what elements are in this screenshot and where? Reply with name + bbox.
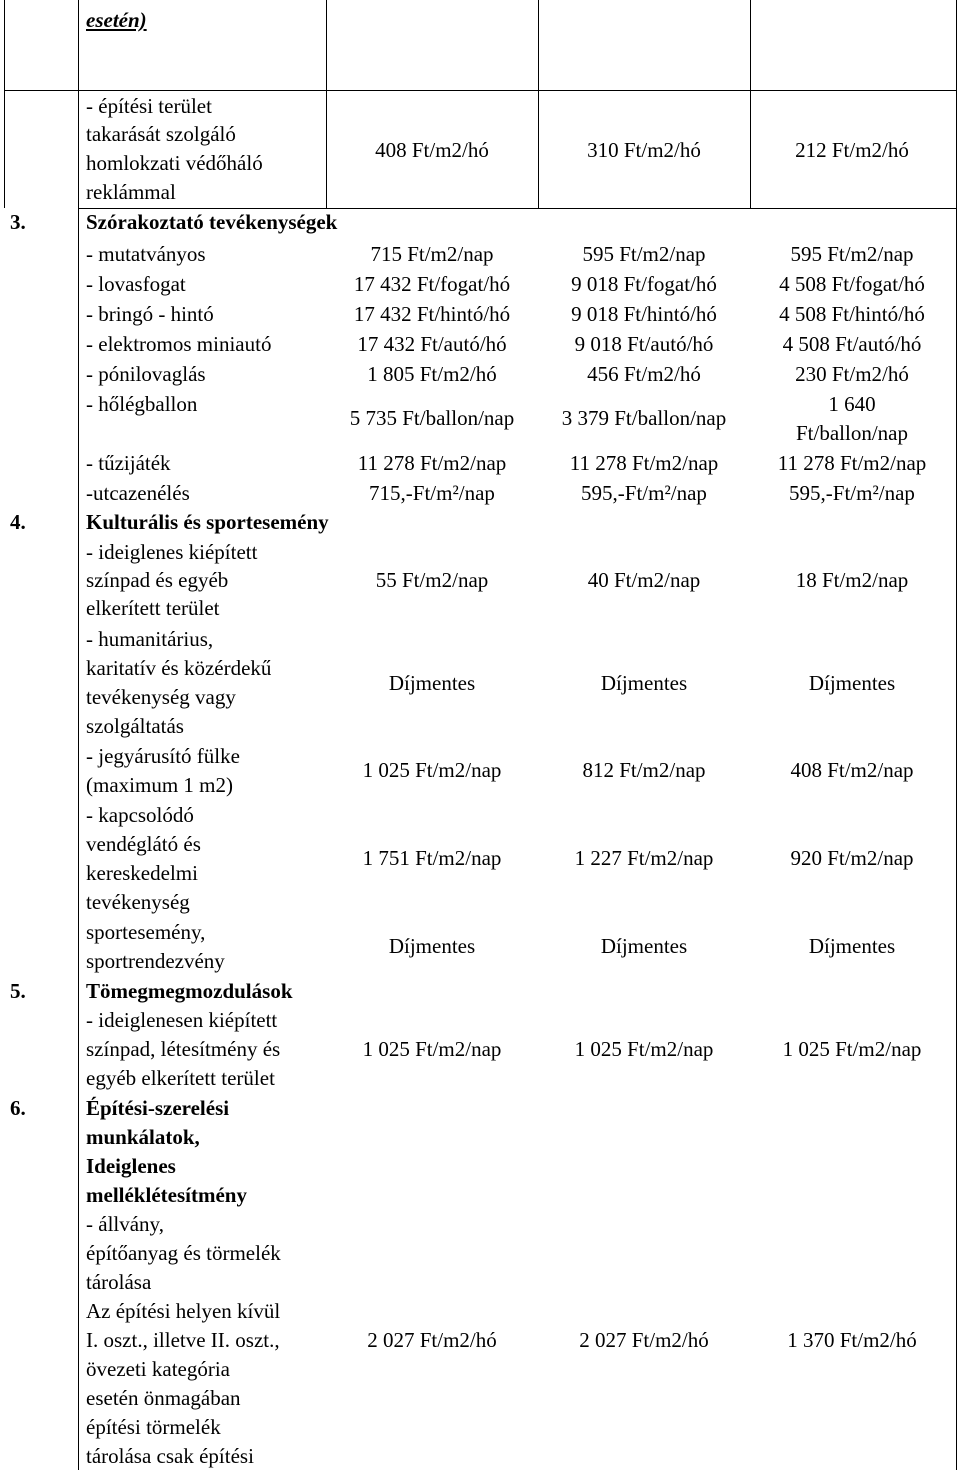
fee-cell: 715 Ft/m2/nap (370, 242, 494, 266)
row-label: tárolása csak építési (86, 1444, 254, 1468)
row-label: - bringó - hintó (86, 302, 214, 326)
fee-cell: 5 735 Ft/ballon/nap (349, 406, 515, 430)
fee-cell: 4 508 Ft/hintó/hó (779, 302, 925, 326)
fee-cell: 595,-Ft/m²/nap (581, 481, 707, 505)
label-column-left-border (78, 0, 79, 1470)
fee-cell: 18 Ft/m2/nap (795, 568, 909, 592)
row-label: esetén önmagában (86, 1386, 241, 1410)
fee-cell: 1 025 Ft/m2/nap (782, 1037, 922, 1061)
fee-cell: Díjmentes (600, 671, 688, 695)
row-label: - építési terület (86, 94, 212, 118)
row-label: tárolása (86, 1270, 152, 1294)
fee-cell: 3 379 Ft/ballon/nap (561, 406, 727, 430)
row-label: - jegyárusító fülke (86, 744, 240, 768)
fee-cell: 1 025 Ft/m2/nap (574, 1037, 714, 1061)
fee-cell: 812 Ft/m2/nap (582, 758, 706, 782)
row-label: - kapcsolódó (86, 803, 194, 827)
fee-cell: 1 025 Ft/m2/nap (362, 758, 502, 782)
fee-cell: 11 278 Ft/m2/nap (357, 451, 507, 475)
row-label: - állvány, (86, 1212, 164, 1236)
column-divider (326, 0, 327, 208)
fee-cell: 4 508 Ft/autó/hó (782, 332, 922, 356)
section-heading: Építési-szerelési (86, 1096, 230, 1120)
section-heading: munkálatok, (86, 1125, 200, 1149)
row-label: - hőlégballon (86, 392, 198, 416)
fee-cell: 17 432 Ft/fogat/hó (353, 272, 511, 296)
section-heading: Ideiglenes (86, 1154, 176, 1178)
fee-cell: 595 Ft/m2/nap (582, 242, 706, 266)
table-left-border (4, 0, 5, 208)
fee-cell: 456 Ft/m2/hó (587, 362, 701, 386)
row-label: - humanitárius, (86, 627, 214, 651)
row-label: színpad és egyéb (86, 568, 229, 592)
fee-cell: 1 370 Ft/m2/hó (787, 1328, 917, 1352)
fee-cell: Díjmentes (808, 671, 896, 695)
row-label: (maximum 1 m2) (86, 773, 233, 797)
fee-cell: 1 751 Ft/m2/nap (362, 846, 502, 870)
row-label: szolgáltatás (86, 714, 184, 738)
row-label: övezeti kategória (86, 1357, 231, 1381)
fee-cell: 1 805 Ft/m2/hó (367, 362, 497, 386)
fee-cell: 9 018 Ft/hintó/hó (571, 302, 717, 326)
row-label: sportrendezvény (86, 949, 225, 973)
row-label: vendéglátó és (86, 832, 201, 856)
row-label: kereskedelmi (86, 861, 198, 885)
row-label: takarását szolgáló (86, 122, 236, 146)
fee-cell: 595 Ft/m2/nap (790, 242, 914, 266)
fee-cell: 212 Ft/m2/hó (795, 138, 909, 162)
section-number: 4. (10, 510, 26, 534)
fee-cell: 2 027 Ft/m2/hó (367, 1328, 497, 1352)
fee-cell: 11 278 Ft/m2/nap (777, 451, 927, 475)
row-label: tevékenység (86, 890, 190, 914)
row-label: - mutatványos (86, 242, 206, 266)
row-label: reklámmal (86, 180, 176, 204)
row-label: Az építési helyen kívül (86, 1299, 281, 1323)
row-label: homlokzati védőháló (86, 151, 263, 175)
row-label: egyéb elkerített terület (86, 1066, 275, 1090)
fee-cell: 11 278 Ft/m2/nap (569, 451, 719, 475)
fee-cell: 2 027 Ft/m2/hó (579, 1328, 709, 1352)
fee-cell: 17 432 Ft/hintó/hó (353, 302, 511, 326)
fee-cell: 310 Ft/m2/hó (587, 138, 701, 162)
section-number: 3. (10, 210, 26, 234)
row-label: építőanyag és törmelék (86, 1241, 281, 1265)
row-label: színpad, létesítmény és (86, 1037, 281, 1061)
fee-cell: Ft/ballon/nap (796, 421, 908, 445)
fee-cell: 595,-Ft/m²/nap (789, 481, 915, 505)
column-divider (538, 0, 539, 208)
row-label: -utcazenélés (86, 481, 190, 505)
section-heading: Tömegmegmozdulások (86, 979, 293, 1003)
fee-cell: 920 Ft/m2/nap (790, 846, 914, 870)
fee-cell: Díjmentes (808, 934, 896, 958)
fee-cell: 230 Ft/m2/hó (795, 362, 909, 386)
fee-cell: 9 018 Ft/autó/hó (574, 332, 714, 356)
fee-cell: 1 025 Ft/m2/nap (362, 1037, 502, 1061)
row-label: I. oszt., illetve II. oszt., (86, 1328, 280, 1352)
table-right-border (956, 0, 957, 1470)
fee-cell: 17 432 Ft/autó/hó (357, 332, 507, 356)
fee-cell: 408 Ft/m2/nap (790, 758, 914, 782)
section-number: 5. (10, 979, 26, 1003)
section-number: 6. (10, 1096, 26, 1120)
row-label: sportesemény, (86, 920, 206, 944)
row-label: - tűzijáték (86, 451, 171, 475)
row-label: - pónilovaglás (86, 362, 206, 386)
fee-cell: 4 508 Ft/fogat/hó (779, 272, 925, 296)
fee-cell: Díjmentes (388, 934, 476, 958)
fee-cell: 715,-Ft/m²/nap (369, 481, 495, 505)
section-heading: Kulturális és sportesemény (86, 510, 329, 534)
row-divider (4, 90, 956, 91)
row-label: tevékenység vagy (86, 685, 236, 709)
continuation-label: esetén) (86, 8, 147, 32)
fee-cell: Díjmentes (600, 934, 688, 958)
row-label: - elektromos miniautó (86, 332, 272, 356)
fee-cell: 55 Ft/m2/nap (375, 568, 489, 592)
row-label: elkerített terület (86, 596, 220, 620)
fee-cell: Díjmentes (388, 671, 476, 695)
fee-cell: 408 Ft/m2/hó (375, 138, 489, 162)
column-divider (750, 0, 751, 208)
fee-cell: 1 227 Ft/m2/nap (574, 846, 714, 870)
section-heading: melléklétesítmény (86, 1183, 247, 1207)
row-label: karitatív és közérdekű (86, 656, 272, 680)
row-label: - lovasfogat (86, 272, 186, 296)
fee-cell: 9 018 Ft/fogat/hó (571, 272, 717, 296)
row-label: - ideiglenes kiépített (86, 540, 258, 564)
row-label: - ideiglenesen kiépített (86, 1008, 278, 1032)
row-label: építési törmelék (86, 1415, 221, 1439)
fee-cell: 1 640 (828, 392, 876, 416)
section-heading: Szórakoztató tevékenységek (86, 210, 338, 234)
fee-cell: 40 Ft/m2/nap (587, 568, 701, 592)
